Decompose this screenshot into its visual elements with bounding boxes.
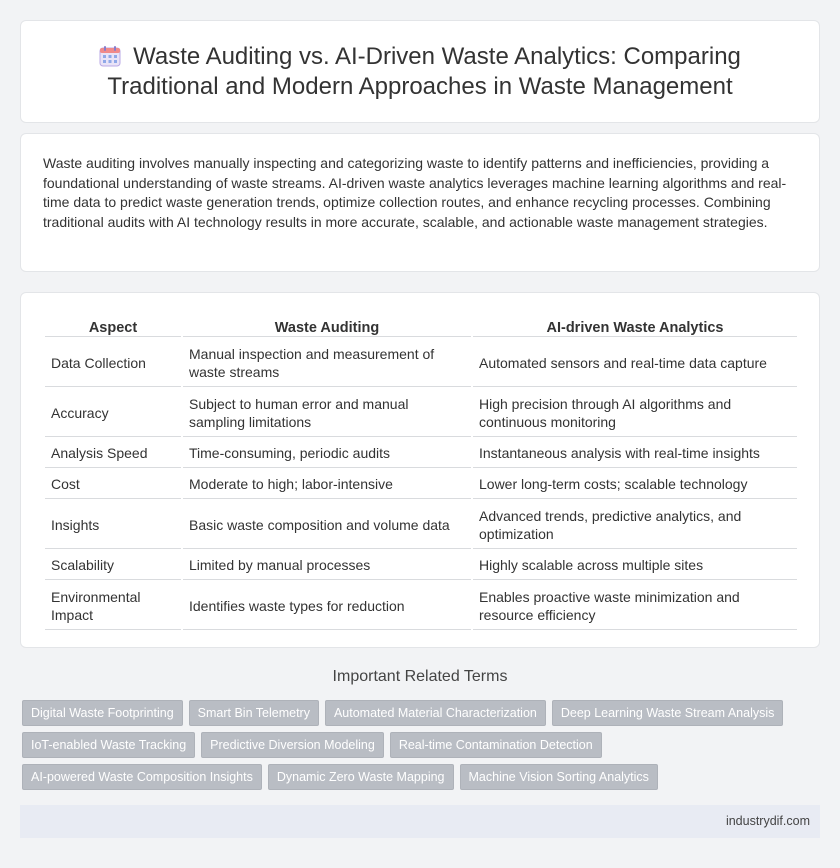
table-row <box>45 582 797 630</box>
table-cell: Automated sensors and real-time data capture <box>473 339 797 387</box>
table-row <box>45 470 797 499</box>
title-card <box>20 20 820 123</box>
term-tag[interactable]: Deep Learning Waste Stream Analysis <box>552 700 784 726</box>
table-cell: Instantaneous analysis with real-time insights <box>473 439 797 468</box>
table-cell: Time-consuming, periodic audits <box>183 439 471 468</box>
table-cell: Lower long-term costs; scalable technology <box>473 470 797 499</box>
term-tag[interactable]: Dynamic Zero Waste Mapping <box>268 764 454 790</box>
page-title-text: Waste Auditing vs. AI-Driven Waste Analytics: Comparing Traditional and Modern Approaches in Waste Management <box>107 42 741 100</box>
table-row <box>45 501 797 549</box>
header-waste-auditing: Waste Auditing <box>183 317 471 337</box>
calendar-icon <box>99 45 121 67</box>
table-cell: Cost <box>45 470 181 499</box>
table-row <box>45 439 797 468</box>
table-cell: Manual inspection and measurement of waste streams <box>183 339 471 387</box>
term-tag[interactable]: Automated Material Characterization <box>325 700 546 726</box>
table-cell: Data Collection <box>45 339 181 387</box>
term-tag[interactable]: Machine Vision Sorting Analytics <box>460 764 658 790</box>
table-cell: Identifies waste types for reduction <box>183 582 471 630</box>
table-cell: Highly scalable across multiple sites <box>473 551 797 580</box>
intro-card <box>20 133 820 272</box>
table-cell: Analysis Speed <box>45 439 181 468</box>
table-row <box>45 551 797 580</box>
table-cell: Enables proactive waste minimization and resource efficiency <box>473 582 797 630</box>
table-cell: Limited by manual processes <box>183 551 471 580</box>
footer <box>20 805 820 838</box>
header-ai-analytics: AI-driven Waste Analytics <box>473 317 797 337</box>
related-terms-heading: Important Related Terms <box>332 668 508 685</box>
term-tag[interactable]: Real-time Contamination Detection <box>390 732 602 758</box>
comparison-card <box>20 292 820 648</box>
term-tag[interactable]: IoT-enabled Waste Tracking <box>22 732 195 758</box>
footer-site-link[interactable]: industrydif.com <box>725 814 810 828</box>
page-title <box>60 42 780 102</box>
term-tag[interactable]: Digital Waste Footprinting <box>22 700 183 726</box>
table-header-row <box>45 317 797 337</box>
table-cell: Environmental Impact <box>45 582 181 630</box>
table-cell: Subject to human error and manual sampling limitations <box>183 389 471 437</box>
table-cell: Scalability <box>45 551 181 580</box>
table-cell: High precision through AI algorithms and continuous monitoring <box>473 389 797 437</box>
term-tag[interactable]: AI-powered Waste Composition Insights <box>22 764 262 790</box>
table-row <box>45 389 797 437</box>
table-cell: Basic waste composition and volume data <box>183 501 471 549</box>
table-cell: Moderate to high; labor-intensive <box>183 470 471 499</box>
header-aspect: Aspect <box>45 317 181 337</box>
table-row <box>45 339 797 387</box>
table-cell: Accuracy <box>45 389 181 437</box>
term-tag[interactable]: Predictive Diversion Modeling <box>201 732 384 758</box>
table-cell: Insights <box>45 501 181 549</box>
comparison-table <box>43 315 799 632</box>
term-tag[interactable]: Smart Bin Telemetry <box>189 700 319 726</box>
table-cell: Advanced trends, predictive analytics, and optimization <box>473 501 797 549</box>
intro-paragraph: Waste auditing involves manually inspecting and categorizing waste to identify patterns and inefficiencies, providing a foundational understanding of waste streams. AI-driven waste analytics leverages machine learning algorithms and real-time data to predict waste generation trends, optimize collection routes, and enhance recycling processes. Combining traditional audits with AI technology results in more accurate, scalable, and actionable waste management strategies. <box>43 155 787 230</box>
related-terms-list <box>22 700 822 790</box>
